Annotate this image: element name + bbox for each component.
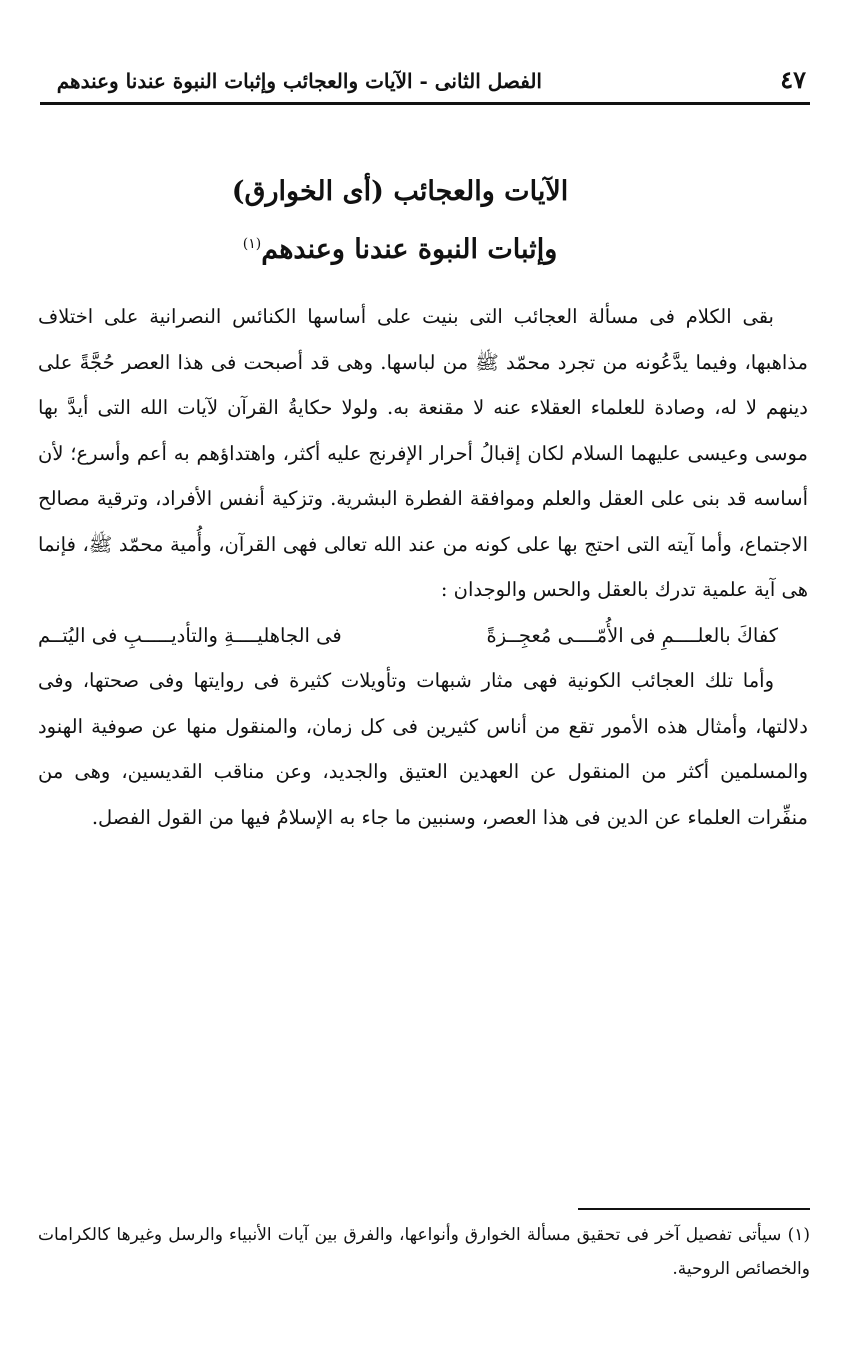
footnote-text: (١) سيأتى تفصيل آخر فى تحقيق مسألة الخوارق وأنواعها، والفرق بين آيات الأنبياء والرسل وغيرها كالكرامات والخصائص الروحية. [38,1225,810,1279]
footnote-divider [578,1208,810,1210]
section-title [120,166,680,276]
page-number: ٤٧ [780,65,806,94]
footnote [38,1218,810,1286]
footnote-marker: (١) [242,236,262,252]
verse-first-hemistich: كفاكَ بالعلــــمِ فى الأُمّــــى مُعجِــزةً [486,623,778,647]
paragraph-2: وأما تلك العجائب الكونية فهى مثار شبهات وتأويلات كثيرة فى روايتها وفى صحتها، وفى دلالتها، وأمثال هذه الأمور تقع من أناس كثيرين فى كل زمان، والمنقول منها عن صوفية الهنود والمسلمين أكثر من المنقول عن العهدين العتيق والجديد، وعن مناقب القديسين، وهى من منفِّرات العلماء عن الدين فى هذا العصر، وسنبين ما جاء به الإسلامُ فيها من القول الفصل. [38,669,808,829]
title-line-1: الآيات والعجائب (أى الخوارق) [231,176,569,207]
page-header [40,62,810,105]
running-head: الفصل الثانى - الآيات والعجائب وإثبات النبوة عندنا وعندهم [56,69,542,93]
paragraph-1: بقى الكلام فى مسألة العجائب التى بنيت على أساسها الكنائس النصرانية على اختلاف مذاهبها، وفيما يدَّعُونه من تجرد محمّد ﷺ من لباسها. وهى قد أصبحت فى هذا العصر حُجَّةً على دينهم لا له، وصادة للعلماء العقلاء عنه لا مقنعة به. ولولا حكايةُ القرآن لآيات الله التى أيدَّ بها موسى وعيسى عليهما السلام لكان إقبالُ أحرار الإفرنج عليه أكثر، واهتداؤهم به أعم وأسرع؛ لأن أساسه قد بنى على العقل والعلم وموافقة الفطرة البشرية. وتزكية أنفس الأفراد، وترقية مصالح الاجتماع، وأما آيته التى احتج بها على كونه من عند الله تعالى فهى القرآن، وأُمية محمّد ﷺ، فإنما هى آية علمية تدرك بالعقل والحس والوجدان : [38,305,808,601]
verse-second-hemistich: فى الجاهليــــةِ والتأديـــــبِ فى اليُتــم [38,623,342,647]
poetry-verse [38,613,778,659]
title-line-2-text: وإثبات النبوة عندنا وعندهم [261,234,558,265]
title-line-2 [120,218,680,276]
body-text [38,294,808,840]
